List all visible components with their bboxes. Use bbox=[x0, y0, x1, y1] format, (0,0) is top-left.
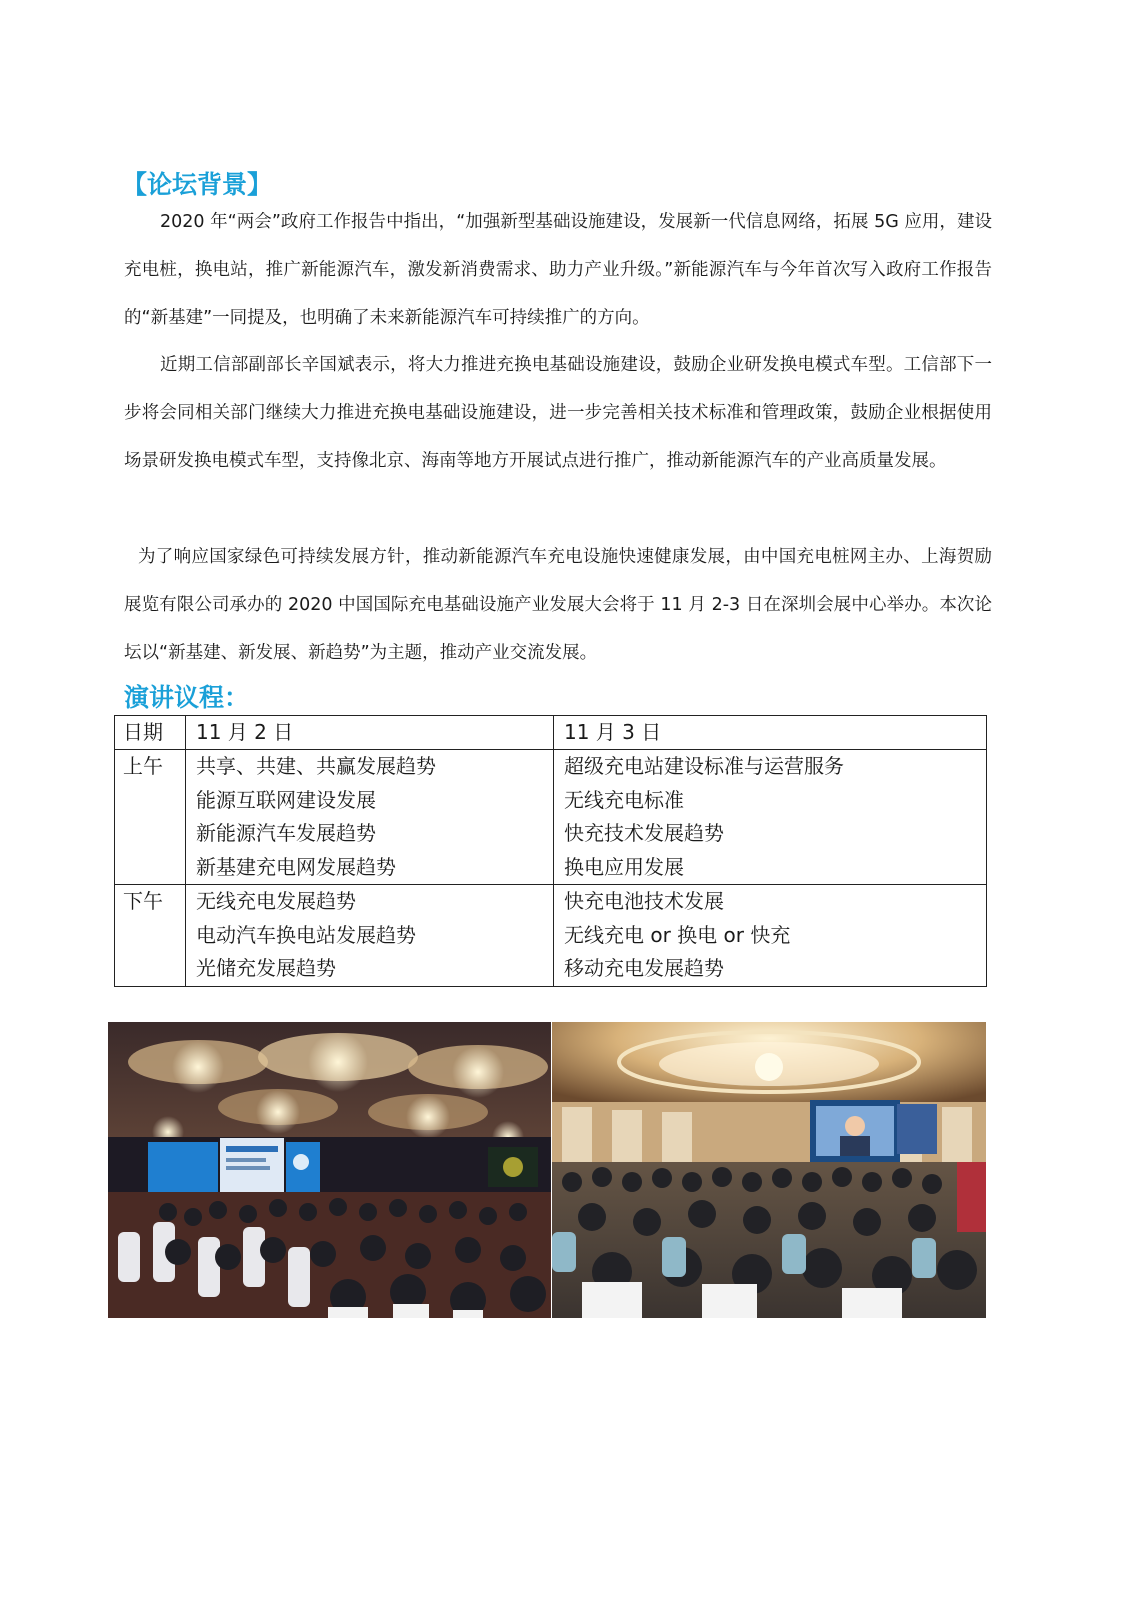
agenda-item: 移动充电发展趋势 bbox=[564, 956, 724, 980]
date-header-label: 日期 bbox=[115, 716, 186, 750]
background-paragraph-3: 为了响应国家绿色可持续发展方针，推动新能源汽车充电设施快速健康发展，由中国充电桩网主办、上海贺励展览有限公司承办的 2020 中国国际充电基础设施产业发展大会将于 11 月 2-3 日在深圳会展中心举办。本次论坛以“新基建、新发展、新趋势”为主题，推动产业交流发展。 bbox=[124, 547, 992, 663]
agenda-item: 新能源汽车发展趋势 bbox=[196, 821, 376, 845]
agenda-row-afternoon bbox=[115, 885, 987, 987]
agenda-header-row bbox=[115, 716, 987, 750]
agenda-table bbox=[114, 715, 987, 987]
conference-hall-illustration-right bbox=[552, 1022, 986, 1318]
conference-photo-right bbox=[552, 1022, 986, 1318]
day1-header: 11 月 2 日 bbox=[186, 716, 554, 750]
agenda-item: 快充电池技术发展 bbox=[564, 889, 724, 913]
agenda-item: 光储充发展趋势 bbox=[196, 956, 336, 980]
agenda-heading: 演讲议程： bbox=[124, 683, 250, 712]
background-heading: 【论坛背景】 bbox=[122, 170, 273, 199]
day2-header: 11 月 3 日 bbox=[554, 716, 987, 750]
agenda-row-morning bbox=[115, 750, 987, 885]
morning-day1-items bbox=[186, 750, 554, 885]
morning-label: 上午 bbox=[115, 750, 186, 885]
agenda-item: 快充技术发展趋势 bbox=[564, 821, 724, 845]
agenda-item: 无线充电标准 bbox=[564, 787, 684, 812]
conference-photo-left bbox=[108, 1022, 551, 1318]
agenda-item: 换电应用发展 bbox=[564, 854, 684, 879]
afternoon-day1-items bbox=[186, 885, 554, 987]
conference-hall-illustration-left bbox=[108, 1022, 551, 1318]
agenda-item: 共享、共建、共赢发展趋势 bbox=[196, 754, 436, 778]
agenda-item: 能源互联网建设发展 bbox=[196, 787, 376, 812]
agenda-item: 无线充电 or 换电 or 快充 bbox=[564, 922, 791, 947]
afternoon-day2-items bbox=[554, 885, 987, 987]
agenda-item: 新基建充电网发展趋势 bbox=[196, 854, 396, 879]
afternoon-label: 下午 bbox=[115, 885, 186, 987]
background-paragraph-2: 近期工信部副部长辛国斌表示，将大力推进充换电基础设施建设，鼓励企业研发换电模式车型。工信部下一步将会同相关部门继续大力推进充换电基础设施建设，进一步完善相关技术标准和管理政策，鼓励企业根据使用场景研发换电模式车型，支持像北京、海南等地方开展试点进行推广，推动新能源汽车的产业高质量发展。 bbox=[124, 355, 992, 471]
background-paragraph-1: 2020 年“两会”政府工作报告中指出，“加强新型基础设施建设，发展新一代信息网络，拓展 5G 应用，建设充电桩，换电站，推广新能源汽车，激发新消费需求、助力产业升级。”新能源汽车与今年首次写入政府工作报告的“新基建”一同提及，也明确了未来新能源汽车可持续推广的方向。 bbox=[124, 212, 992, 328]
agenda-item: 电动汽车换电站发展趋势 bbox=[196, 922, 416, 947]
agenda-item: 无线充电发展趋势 bbox=[196, 889, 356, 913]
morning-day2-items bbox=[554, 750, 987, 885]
agenda-item: 超级充电站建设标准与运营服务 bbox=[564, 754, 844, 778]
